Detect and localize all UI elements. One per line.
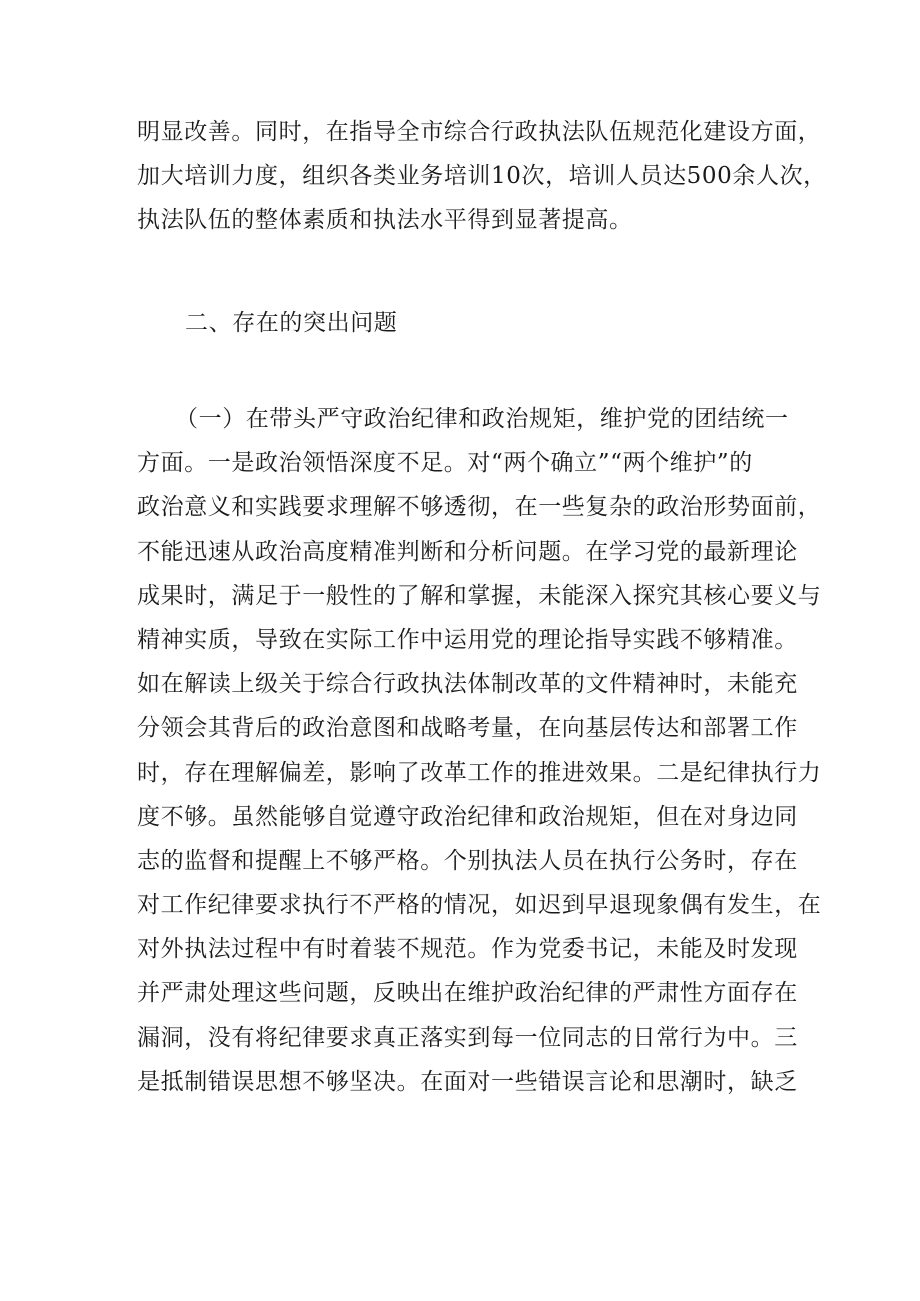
text-line: 漏洞，没有将纪律要求真正落实到每一位同志的日常行为中。三 (137, 1024, 798, 1051)
text-line: 精神实质，导致在实际工作中运用党的理论指导实践不够精准。 (137, 626, 798, 653)
text-line: 明显改善。同时，在指导全市综合行政执法队伍规范化建设方面， (137, 119, 822, 145)
paragraph-main (137, 397, 822, 1104)
text-line: 成果时，满足于一般性的了解和掌握，未能深入探究其核心要义与 (137, 582, 822, 609)
text-line: 志的监督和提醒上不够严格。个别执法人员在执行公务时，存在 (137, 847, 798, 874)
text-line: 执法队伍的整体素质和执法水平得到显著提高。 (137, 207, 633, 234)
text-line: 对外执法过程中有时着装不规范。作为党委书记，未能及时发现 (137, 936, 798, 963)
text-line: 分领会其背后的政治意图和战略考量，在向基层传达和部署工作 (137, 715, 798, 742)
text-line: 加大培训力度，组织各类业务培训10次，培训人员达500余人次， (137, 163, 827, 190)
text-line: 不能迅速从政治高度精准判断和分析问题。在学习党的最新理论 (137, 538, 798, 565)
section-heading: 二、存在的突出问题 (185, 310, 398, 336)
paragraph-intro (137, 110, 827, 243)
text-line: 时，存在理解偏差，影响了改革工作的推进效果。二是纪律执行力 (137, 759, 822, 786)
text-line: 政治意义和实践要求理解不够透彻，在一些复杂的政治形势面前， (137, 494, 822, 521)
text-line: 并严肃处理这些问题，反映出在维护政治纪律的严肃性方面存在 (137, 980, 798, 1007)
text-line: 对工作纪律要求执行不严格的情况，如迟到早退现象偶有发生，在 (137, 892, 822, 919)
text-line: 方面。一是政治领悟深度不足。对“两个确立”“两个维护”的 (137, 450, 753, 477)
text-line: 度不够。虽然能够自觉遵守政治纪律和政治规矩，但在对身边同 (137, 803, 798, 830)
text-line: 如在解读上级关于综合行政执法体制改革的文件精神时，未能充 (137, 671, 798, 698)
text-line: 是抵制错误思想不够坚决。在面对一些错误言论和思潮时，缺乏 (137, 1068, 798, 1095)
text-line: （一）在带头严守政治纪律和政治规矩，维护党的团结统一 (175, 406, 789, 432)
